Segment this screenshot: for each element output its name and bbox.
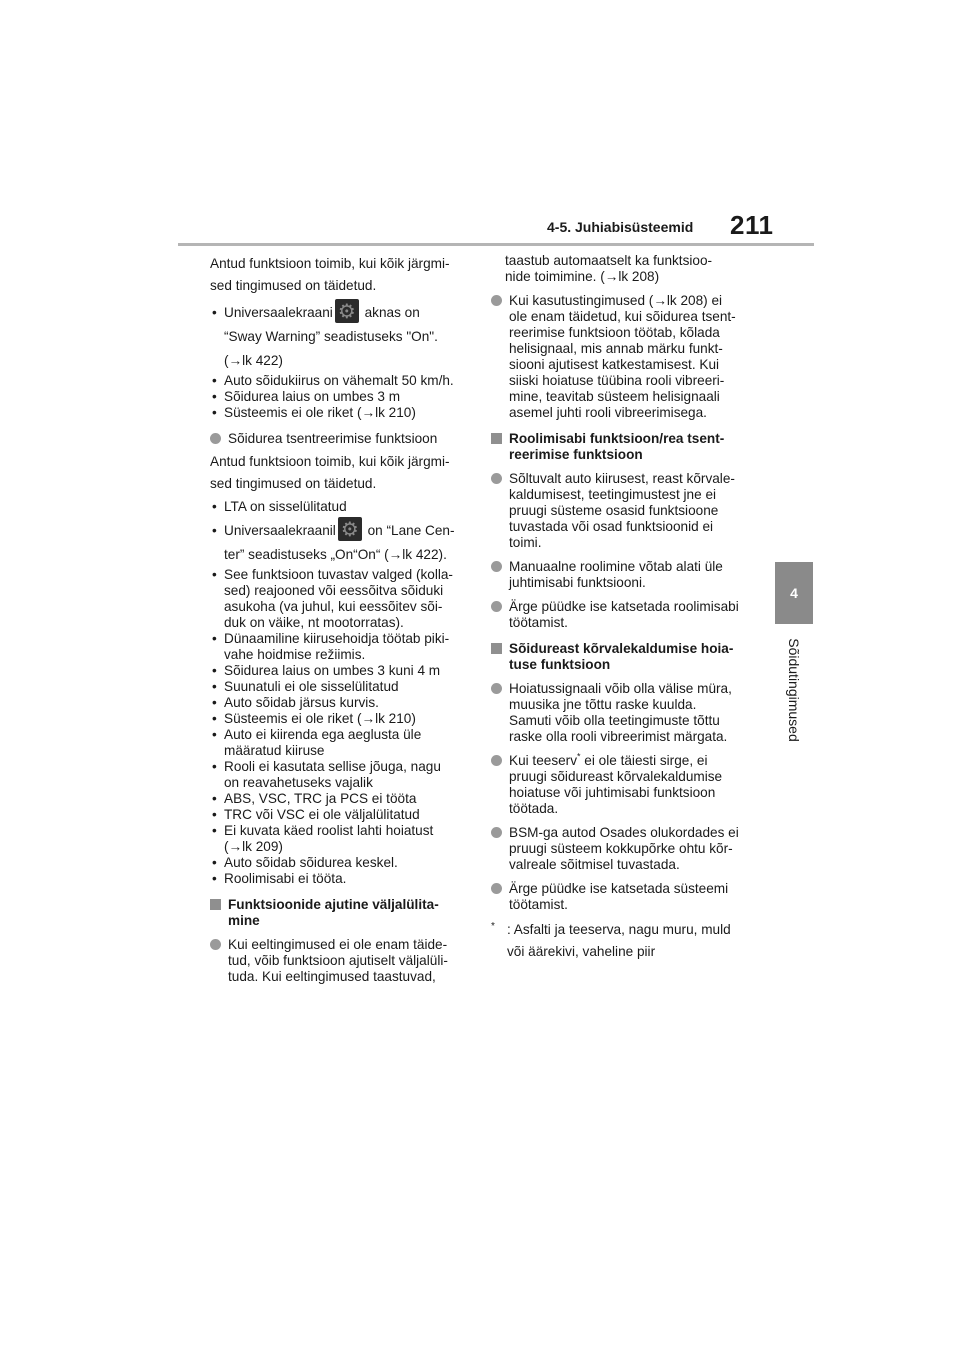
settings-gear-icon — [335, 299, 359, 323]
list-item: • TRC või VSC ei ole väljalülitatud — [210, 807, 468, 823]
circle-note: BSM-ga autod Osades olukordades ei pruugi süsteem kokkupõrke ohtu kõr- valreale sõitmisel tuvastada. — [491, 825, 753, 873]
list-item: • Universaalekraanil⚙ on “Lane Cen- — [210, 519, 468, 543]
circle-note: Kui teeserv* ei ole täiesti sirge, ei pruugi sõidureast kõrvalekaldumise hoiatuse või juhtimisabi funktsioon töötada. — [491, 753, 753, 817]
settings-gear-icon — [338, 517, 362, 541]
circle-note: Sõltuvalt auto kiirusest, reast kõrvale- kaldumisest, teetingimustest jne ei pruugi süsteme osasid funktsioone tuvastada või osad funktsioonid ei toimi. — [491, 471, 753, 551]
list-item: • Suunatuli ei ole sisselülitatud — [210, 679, 468, 695]
circle-heading: Sõidurea tsentreerimise funktsioon — [210, 431, 468, 447]
page-number: 211 — [730, 210, 774, 240]
list-item: • Dünaamiline kiirusehoidja töötab piki- vahe hoidmise režiimis. — [210, 631, 468, 663]
list-item: • LTA on sisselülitatud — [210, 499, 468, 515]
list-item: • ABS, VSC, TRC ja PCS ei tööta — [210, 791, 468, 807]
list-item: • Roolimisabi ei tööta. — [210, 871, 468, 887]
paragraph-cont: taastub automaatselt ka funktsioo- nide toimimine. (→lk 208) — [505, 253, 713, 284]
list-item-cont: ter” seadistuseks „On“On“ (→lk 422). — [224, 547, 447, 562]
chapter-title-text: Sõidutingimused — [786, 638, 803, 742]
list-item: • Sõidurea laius on umbes 3 m — [210, 389, 468, 405]
square-heading: Funktsioonide ajutine väljalülita- mine — [210, 897, 468, 929]
list-item: • Süsteemis ei ole riket (→lk 210) — [210, 711, 468, 727]
list-item: • Rooli ei kasutata sellise jõuga, nagu on reavahetuseks vajalik — [210, 759, 468, 791]
list-item: • Universaalekraani⚙ aknas on — [210, 301, 468, 325]
right-column — [491, 253, 753, 963]
list-item: • Süsteemis ei ole riket (→lk 210) — [210, 405, 468, 421]
list-item: • See funktsioon tuvastav valged (kolla- sed) reajooned või eessõitva sõiduki asukoha (va juhul, kui eessõitev sõi- duk on väike, nt mootorratas). — [210, 567, 468, 631]
list-item: • Auto ei kiirenda ega aeglusta üle määratud kiiruse — [210, 727, 468, 759]
circle-note: Kui eeltingimused ei ole enam täide- tud, võib funktsioon ajutiselt väljalüli- tuda. Kui eeltingimused taastuvad, — [210, 937, 468, 985]
circle-note: Manuaalne roolimine võtab alati üle juhtimisabi funktsiooni. — [491, 559, 753, 591]
circle-note: Ärge püüdke ise katsetada süsteemi töötamist. — [491, 881, 753, 913]
footnote-marker: * — [577, 751, 581, 762]
paragraph: Antud funktsioon toimib, kui kõik järgmi- sed tingimused on täidetud. — [210, 256, 450, 293]
list-item: • Ei kuvata käed roolist lahti hoiatust (→lk 209) — [210, 823, 468, 855]
list-item: • Auto sõidab järsus kurvis. — [210, 695, 468, 711]
list-item: • Sõidurea laius on umbes 3 kuni 4 m — [210, 663, 468, 679]
footnote-marker: * — [491, 921, 495, 932]
list-item: • Auto sõidab sõidurea keskel. — [210, 855, 468, 871]
circle-note: Ärge püüdke ise katsetada roolimisabi töötamist. — [491, 599, 753, 631]
chapter-number: 4 — [790, 585, 798, 601]
section-title: 4-5. Juhiabisüsteemid — [547, 219, 694, 235]
chapter-tab — [775, 562, 813, 624]
circle-note: Hoiatussignaali võib olla välise müra, muusika jne tõttu raske kuulda. Samuti võib olla teetingimuste tõttu raske olla rooli vibreerimist märgata. — [491, 681, 753, 745]
square-heading: Sõidureast kõrvalekaldumise hoia- tuse funktsioon — [491, 641, 753, 673]
footnote: * : Asfalti ja teeserva, nagu muru, muld või äärekivi, vaheline piir — [491, 919, 753, 963]
chapter-title — [776, 625, 812, 755]
list-item: • Auto sõidukiirus on vähemalt 50 km/h. — [210, 373, 468, 389]
header-divider — [178, 243, 814, 246]
list-item-cont: “Sway Warning” seadistuseks "On". (→lk 422) — [224, 329, 438, 368]
left-column — [210, 253, 468, 985]
square-heading: Roolimisabi funktsioon/rea tsent- reerimise funktsioon — [491, 431, 753, 463]
circle-note: Kui kasutustingimused (→lk 208) ei ole enam täidetud, kui sõidurea tsent- reerimise funktsioon töötab, kõlada helisignaal, mis annab märku funkt- siooni ajutisest katkestamisest. Kui siiski hoiatuse tüübina rooli vibreeri- mine, teavitab süsteem helisignaali asemel juhti rooli vibreerimisega. — [491, 293, 753, 421]
paragraph: Antud funktsioon toimib, kui kõik järgmi- sed tingimused on täidetud. — [210, 454, 450, 491]
